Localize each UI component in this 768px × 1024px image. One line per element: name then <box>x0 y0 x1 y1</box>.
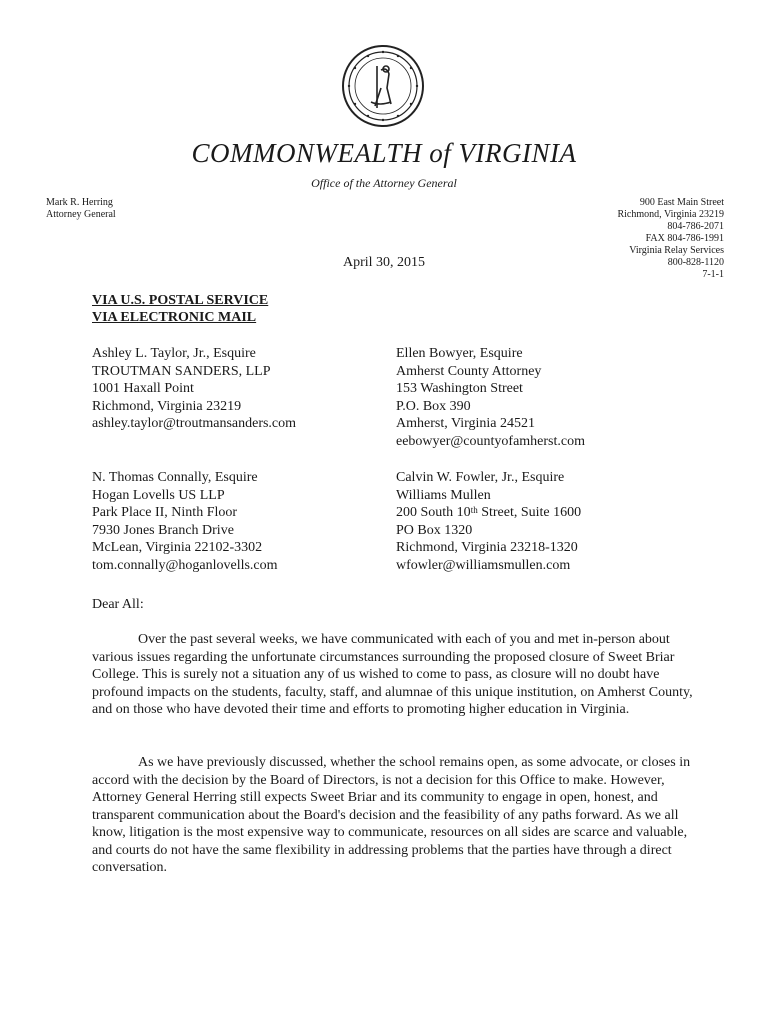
street-number: 200 South 10 <box>396 505 471 520</box>
contact-block <box>617 197 724 281</box>
address-line: Amherst County Attorney <box>396 363 542 379</box>
address-line: Ashley L. Taylor, Jr., Esquire <box>92 346 256 361</box>
street-rest: Street, Suite 1600 <box>477 505 582 520</box>
address-line: PO Box 1320 <box>396 522 473 538</box>
address-line: Calvin W. Fowler, Jr., Esquire <box>396 470 565 485</box>
letterhead-office: Office of the Attorney General <box>311 176 457 190</box>
address-line: 1001 Haxall Point <box>92 381 194 396</box>
address-line: Park Place II, Ninth Floor <box>92 505 238 520</box>
contact-line: Richmond, Virginia 23219 <box>617 209 724 220</box>
letter-date: April 30, 2015 <box>343 255 426 270</box>
official-title: Attorney General <box>46 209 116 220</box>
address-line: 7930 Jones Branch Drive <box>92 522 234 538</box>
delivery-method <box>92 292 268 326</box>
address-line: Richmond, Virginia 23218-1320 <box>396 540 578 555</box>
recipient-address <box>396 469 581 574</box>
letterhead-title: COMMONWEALTH of VIRGINIA <box>191 138 577 168</box>
recipient-address <box>92 469 278 574</box>
recipient-address <box>92 345 296 433</box>
address-line: Richmond, Virginia 23219 <box>92 398 242 414</box>
address-line: TROUTMAN SANDERS, LLP <box>92 363 271 379</box>
address-line: P.O. Box 390 <box>396 398 471 414</box>
address-line: Amherst, Virginia 24521 <box>396 416 536 431</box>
email-address: tom.connally@hoganlovells.com <box>92 557 278 573</box>
delivery-line: VIA ELECTRONIC MAIL <box>92 310 257 325</box>
salutation: Dear All: <box>92 597 144 612</box>
address-line: McLean, Virginia 22102-3302 <box>92 540 263 555</box>
address-line: N. Thomas Connally, Esquire <box>92 470 258 485</box>
address-line: 153 Washington Street <box>396 381 523 396</box>
email-address: eebowyer@countyofamherst.com <box>396 433 585 449</box>
virginia-seal-icon <box>341 44 425 128</box>
delivery-line: VIA U.S. POSTAL SERVICE <box>92 293 269 308</box>
address-line: Williams Mullen <box>396 487 491 503</box>
body-paragraph: As we have previously discussed, whether the school remains open, as some advocate, or closes in accord with the decision by the Board of Directors, is not a decision for this Office to make. However, Attorney General Herring still expects Sweet Briar and its community to engage in open, honest, and transparent communication about the Board's decision and the feasibility of any paths forward. As we all know, litigation is the most expensive way to communicate, resources on all sides are scarce and valuable, and courts do not have the same flexibility in addressing problems that the parties have through a direct conversation. <box>92 755 691 875</box>
official-block <box>46 197 116 221</box>
contact-line: 900 East Main Street <box>639 197 724 208</box>
contact-line: FAX 804-786-1991 <box>645 233 724 244</box>
address-line: Ellen Bowyer, Esquire <box>396 346 523 361</box>
body-paragraph: Over the past several weeks, we have communicated with each of you and met in-person about various issues regarding the unfortunate circumstances surrounding the proposed closure of Sweet Briar College. This is surely not a situation any of us wished to come to pass, as closure will no doubt have profound impacts on the students, faculty, staff, and alumnae of this unique institution, on Amherst County, and on those who have devoted their time and efforts to promoting higher education in Virginia. <box>92 632 693 717</box>
contact-line: 7-1-1 <box>702 269 724 280</box>
email-address: wfowler@williamsmullen.com <box>396 557 571 573</box>
ordinal-suffix: th <box>470 505 478 515</box>
contact-line: 800-828-1120 <box>667 257 724 268</box>
recipient-address <box>396 345 585 450</box>
address-line <box>396 504 581 522</box>
contact-line: Virginia Relay Services <box>629 245 724 256</box>
email-address: ashley.taylor@troutmansanders.com <box>92 416 297 431</box>
contact-line: 804-786-2071 <box>667 221 724 232</box>
address-line: Hogan Lovells US LLP <box>92 487 225 503</box>
official-name: Mark R. Herring <box>46 197 113 208</box>
